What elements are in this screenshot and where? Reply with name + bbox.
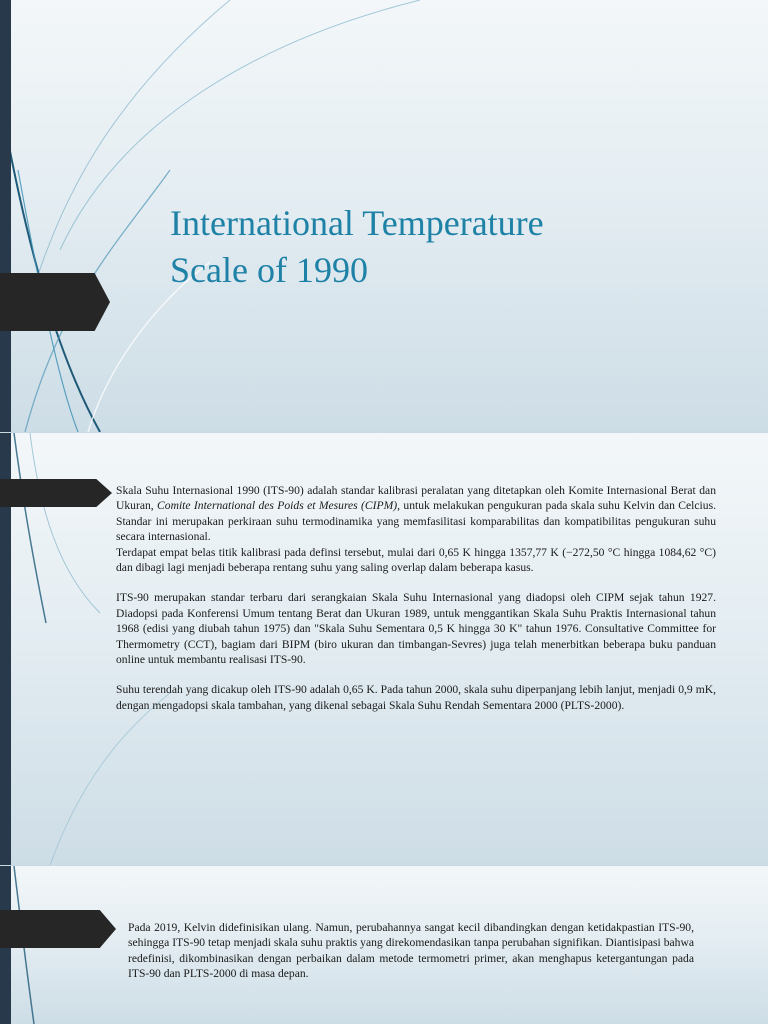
paragraph-2: Terdapat empat belas titik kalibrasi pada definsi tersebut, mulai dari 0,65 K hingga 1357,77 K (−272,50 °C hingga 1084,62 °C) dan dibagi lagi menjadi beberapa rentang suhu yang saling overlap dalam beberapa kasus. (116, 545, 716, 575)
content-text-block (116, 483, 716, 713)
title-line-2: Scale of 1990 (170, 250, 368, 290)
title-line-1: International Temperature (170, 203, 544, 243)
content-text-block (128, 920, 694, 982)
slide-content-2 (0, 866, 768, 1024)
section-arrow-tab (0, 479, 112, 507)
section-arrow-tab (0, 273, 110, 331)
paragraph-1: Pada 2019, Kelvin didefinisikan ulang. Namun, perubahannya sangat kecil dibandingkan dengan ketidakpastian ITS-90, sehingga ITS-90 tetap menjadi skala suhu praktis yang direkomendasikan tanpa perubahan signifikan. Diantisipasi bahwa redefinisi, dikombinasikan dengan perbaikan dalam metode termometri primer, akan menghapus ketergantungan pada ITS-90 dan PLTS-2000 di masa depan. (128, 921, 694, 981)
slide-content-1 (0, 433, 768, 865)
paragraph-1: Skala Suhu Internasional 1990 (ITS-90) adalah standar kalibrasi peralatan yang ditetapkan oleh Komite Internasional Berat dan Ukuran, Comite International des Poids et Mesures (CIPM), untuk melakukan pengukuran pada skala suhu Kelvin dan Celcius. Standar ini merupakan perkiraan suhu termodinamika yang memfasilitasi komparabilitas dan kompatibilitas pengukuran suhu secara internasional. (116, 484, 716, 544)
section-arrow-tab (0, 910, 116, 948)
paragraph-4: Suhu terendah yang dicakup oleh ITS-90 adalah 0,65 K. Pada tahun 2000, skala suhu diperpanjang lebih lanjut, menjadi 0,9 mK, dengan mengadopsi skala tambahan, yang dikenal sebagai Skala Suhu Rendah Sementara 2000 (PLTS-2000). (116, 683, 716, 712)
paragraph-3: ITS-90 merupakan standar terbaru dari serangkaian Skala Suhu Internasional yang diadopsi oleh CIPM sejak tahun 1927. Diadopsi pada Konferensi Umum tentang Berat dan Ukuran 1989, untuk menggantikan Skala Suhu Praktis Internasional tahun 1968 (edisi yang diubah tahun 1975) dan "Skala Suhu Sementara 0,5 K hingga 30 K" tahun 1976. Consultative Committee for Thermometry (CCT), bagiam dari BIPM (biro ukuran dan timbangan-Sevres) juga telah menerbitkan beberapa buku panduan online untuk membantu realisasi ITS-90. (116, 591, 716, 667)
slide-title (0, 0, 768, 432)
left-accent-strip (0, 0, 11, 432)
slide-title-heading (170, 200, 730, 294)
